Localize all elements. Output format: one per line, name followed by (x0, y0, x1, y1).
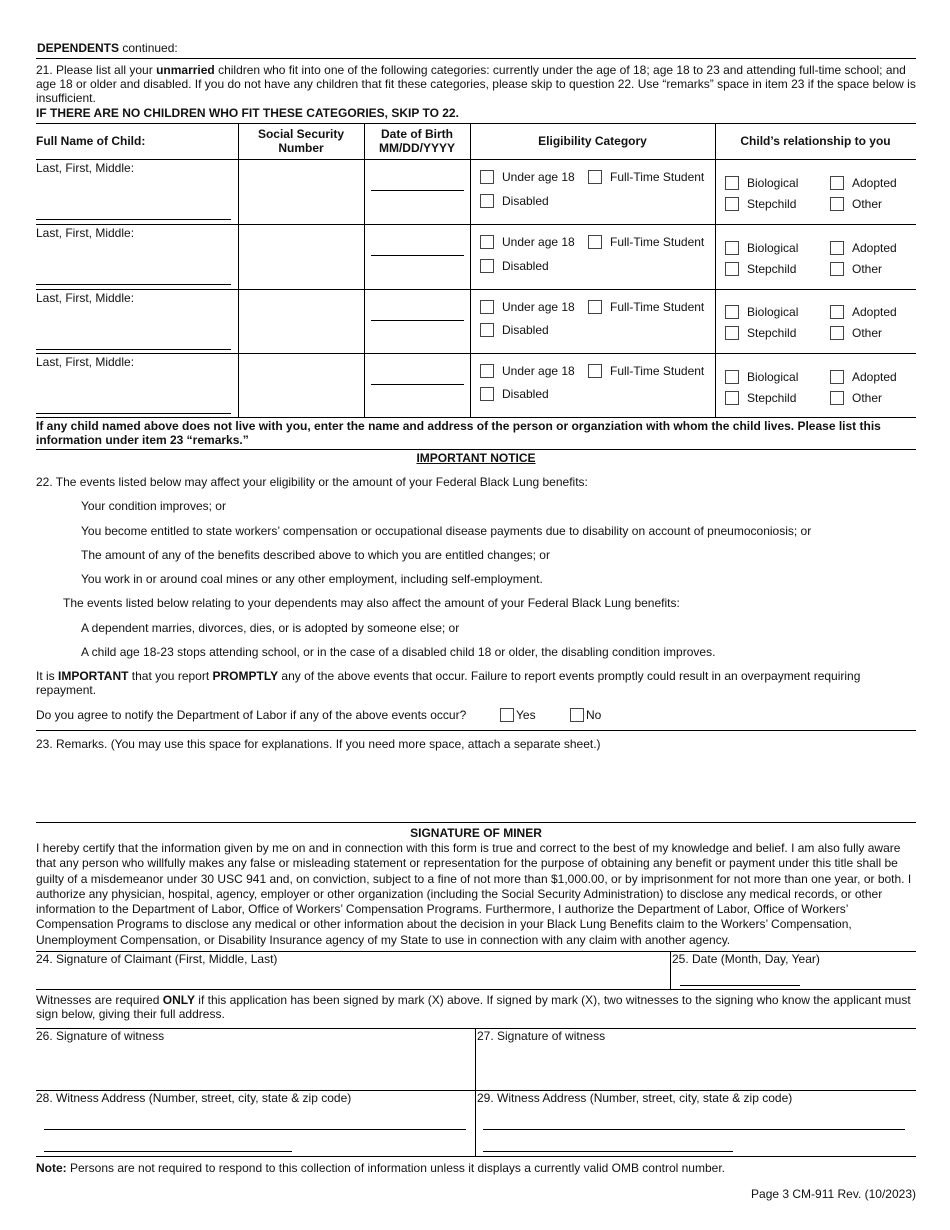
event-item: The amount of any of the benefits described above to which you are entitled changes; or (81, 548, 550, 562)
checkbox-disabled[interactable]: Disabled (480, 259, 549, 273)
question-21: 21. Please list all your unmarried children who fit into one of the following categories: currently under the age of 18; age 18 to 23 and attending full-time school; and age 18 or older and disabled. If you do not have any children that fit these categories, please skip to question 22. Use “remarks” space in item 23 if the space below is insufficient. (36, 63, 916, 105)
child-residence-note: If any child named above does not live with you, enter the name and address of the person or organziation with whom the child lives. Please list this information under item 23 “remarks.” (36, 419, 881, 447)
checkbox-box[interactable] (725, 370, 739, 384)
checkbox-box[interactable] (725, 326, 739, 340)
checkbox-box[interactable] (830, 391, 844, 405)
checkbox-box[interactable] (588, 170, 602, 184)
witness-1-address-line-1[interactable] (44, 1129, 466, 1130)
checkbox-box[interactable] (500, 708, 514, 722)
checkbox-box[interactable] (480, 364, 494, 378)
checkbox-full-time-student[interactable]: Full-Time Student (588, 235, 704, 249)
checkbox-box[interactable] (830, 241, 844, 255)
witness-1-address-line-2[interactable] (44, 1151, 292, 1152)
checkbox-adopted[interactable]: Adopted (830, 370, 897, 384)
checkbox-adopted[interactable]: Adopted (830, 176, 897, 190)
checkbox-box[interactable] (725, 241, 739, 255)
checkbox-no[interactable]: No (570, 708, 601, 722)
dependent-event-item: A child age 18-23 stops attending school, or in the case of a disabled child 18 or older, the disabling condition improves. (81, 645, 716, 659)
ssn-field[interactable] (240, 292, 362, 350)
ssn-field[interactable] (240, 356, 362, 414)
checkbox-box[interactable] (725, 305, 739, 319)
remarks-field[interactable] (36, 754, 916, 820)
checkbox-disabled[interactable]: Disabled (480, 194, 549, 208)
checkbox-stepchild[interactable]: Stepchild (725, 326, 796, 340)
ssn-field[interactable] (240, 227, 362, 285)
dob-field[interactable] (371, 320, 464, 321)
row-name-label: Last, First, Middle: (36, 161, 135, 175)
checkbox-adopted[interactable]: Adopted (830, 305, 897, 319)
checkbox-box[interactable] (480, 194, 494, 208)
checkbox-box[interactable] (725, 197, 739, 211)
checkbox-box[interactable] (830, 305, 844, 319)
checkbox-under-18[interactable]: Under age 18 (480, 300, 575, 314)
dob-field[interactable] (371, 255, 464, 256)
important-statement: It is IMPORTANT that you report PROMPTLY any of the above events that occur. Failure to report events promptly could result in an overpayment requiring repayment. (36, 669, 861, 697)
checkbox-box[interactable] (588, 364, 602, 378)
event-item: Your condition improves; or (81, 499, 226, 513)
checkbox-biological[interactable]: Biological (725, 176, 798, 190)
witness-1-address-label: 28. Witness Address (Number, street, city, state & zip code) (36, 1091, 352, 1105)
section-heading: DEPENDENTS continued: (37, 41, 178, 55)
checkbox-box[interactable] (480, 387, 494, 401)
agree-question: Do you agree to notify the Department of Labor if any of the above events occur? (36, 708, 467, 722)
checkbox-disabled[interactable]: Disabled (480, 387, 549, 401)
witness-instructions: Witnesses are required ONLY if this application has been signed by mark (X) above. If signed by mark (X), two witnesses to the signing who know the applicant must sign below, giving their full address. (36, 993, 911, 1021)
ssn-field[interactable] (240, 162, 362, 220)
question-22: 22. The events listed below may affect your eligibility or the amount of your Federal Black Lung benefits: (36, 475, 588, 489)
dob-field[interactable] (371, 190, 464, 191)
event-item: You work in or around coal mines or any other employment, including self-employment. (81, 572, 543, 586)
checkbox-box[interactable] (480, 323, 494, 337)
child-name-field[interactable] (36, 413, 231, 414)
child-name-field[interactable] (36, 349, 231, 350)
checkbox-box[interactable] (830, 176, 844, 190)
checkbox-box[interactable] (725, 391, 739, 405)
row-name-label: Last, First, Middle: (36, 355, 135, 369)
header-full-name: Full Name of Child: (36, 134, 146, 148)
checkbox-biological[interactable]: Biological (725, 305, 798, 319)
witness-2-signature-field[interactable] (478, 1045, 912, 1087)
checkbox-box[interactable] (570, 708, 584, 722)
date-field[interactable] (680, 985, 800, 986)
child-name-field[interactable] (36, 284, 231, 285)
claimant-signature-label: 24. Signature of Claimant (First, Middle, Last) (36, 952, 278, 966)
checkbox-under-18[interactable]: Under age 18 (480, 364, 575, 378)
dependent-event-item: A dependent marries, divorces, dies, or is adopted by someone else; or (81, 621, 460, 635)
checkbox-under-18[interactable]: Under age 18 (480, 235, 575, 249)
claimant-signature-field[interactable] (38, 968, 666, 988)
checkbox-stepchild[interactable]: Stepchild (725, 197, 796, 211)
header-relationship: Child’s relationship to you (740, 134, 891, 148)
date-label: 25. Date (Month, Day, Year) (672, 952, 820, 966)
dependent-events-intro: The events listed below relating to your dependents may also affect the amount of your Federal Black Lung benefits: (63, 596, 680, 610)
witness-2-address-line-1[interactable] (483, 1129, 905, 1130)
witness-1-signature-field[interactable] (38, 1045, 468, 1087)
checkbox-disabled[interactable]: Disabled (480, 323, 549, 337)
checkbox-other[interactable]: Other (830, 391, 882, 405)
witness-2-address-line-2[interactable] (483, 1151, 733, 1152)
page-footer: Page 3 CM-911 Rev. (10/2023) (751, 1187, 916, 1201)
checkbox-biological[interactable]: Biological (725, 241, 798, 255)
skip-instruction: IF THERE ARE NO CHILDREN WHO FIT THESE CATEGORIES, SKIP TO 22. (36, 106, 459, 120)
checkbox-other[interactable]: Other (830, 326, 882, 340)
header-ssn: Social Security Number (257, 127, 345, 155)
checkbox-box[interactable] (830, 326, 844, 340)
checkbox-box[interactable] (480, 235, 494, 249)
checkbox-yes[interactable]: Yes (500, 708, 536, 722)
certification-text: I hereby certify that the information given by me on and in connection with this form is true and correct to the best of my knowledge and belief. I am also fully aware that any person who willfully makes any false or misleading statement or representation for the purpose of obtaining any benefit or payment under this title shall be guilty of a misdemeanor under 30 USC 941 and, on conviction, subject to a fine of not more than $1,000.00, or by imprisonment for not more than one year, or both. I authorize any physician, hospital, agency, employer or other organization (including the Social Security Administration) to disclose any medical records, or other information to the Department of Labor, Office of Workers’ Compensation Programs. Furthermore, I authorize the Department of Labor, Office of Workers’ Compensation Programs to disclose any medical or other information about the decision in your Black Lung Benefits claim to the Workers’ Compensation, Unemployment Compensation, or Disability Insurance agency of my State to use in connection with any claim with another agency. (36, 841, 912, 947)
checkbox-box[interactable] (830, 197, 844, 211)
checkbox-box[interactable] (588, 235, 602, 249)
signature-title: SIGNATURE OF MINER (410, 826, 542, 840)
witness-2-address-label: 29. Witness Address (Number, street, city, state & zip code) (477, 1091, 793, 1105)
checkbox-box[interactable] (480, 300, 494, 314)
row-name-label: Last, First, Middle: (36, 226, 135, 240)
remarks-label: 23. Remarks. (You may use this space for explanations. If you need more space, attach a separate sheet.) (36, 737, 601, 751)
omb-note: Note: Persons are not required to respond to this collection of information unless it displays a currently valid OMB control number. (36, 1161, 725, 1175)
checkbox-other[interactable]: Other (830, 262, 882, 276)
witness-1-signature-label: 26. Signature of witness (36, 1029, 165, 1043)
dob-field[interactable] (371, 384, 464, 385)
checkbox-box[interactable] (725, 262, 739, 276)
checkbox-stepchild[interactable]: Stepchild (725, 391, 796, 405)
checkbox-box[interactable] (480, 259, 494, 273)
form-page (36, 0, 916, 1230)
row-name-label: Last, First, Middle: (36, 291, 135, 305)
header-eligibility: Eligibility Category (538, 134, 647, 148)
event-item: You become entitled to state workers’ compensation or occupational disease payments due to disability on account of pneumoconiosis; or (81, 524, 812, 538)
checkbox-full-time-student[interactable]: Full-Time Student (588, 364, 704, 378)
checkbox-under-18[interactable]: Under age 18 (480, 170, 575, 184)
checkbox-full-time-student[interactable]: Full-Time Student (588, 300, 704, 314)
checkbox-box[interactable] (830, 370, 844, 384)
checkbox-stepchild[interactable]: Stepchild (725, 262, 796, 276)
checkbox-box[interactable] (830, 262, 844, 276)
checkbox-full-time-student[interactable]: Full-Time Student (588, 170, 704, 184)
checkbox-other[interactable]: Other (830, 197, 882, 211)
header-dob: Date of Birth MM/DD/YYYY (378, 127, 455, 155)
checkbox-box[interactable] (588, 300, 602, 314)
checkbox-adopted[interactable]: Adopted (830, 241, 897, 255)
checkbox-biological[interactable]: Biological (725, 370, 798, 384)
important-notice-title: IMPORTANT NOTICE (416, 451, 536, 465)
child-name-field[interactable] (36, 219, 231, 220)
checkbox-box[interactable] (480, 170, 494, 184)
witness-2-signature-label: 27. Signature of witness (477, 1029, 606, 1043)
checkbox-box[interactable] (725, 176, 739, 190)
